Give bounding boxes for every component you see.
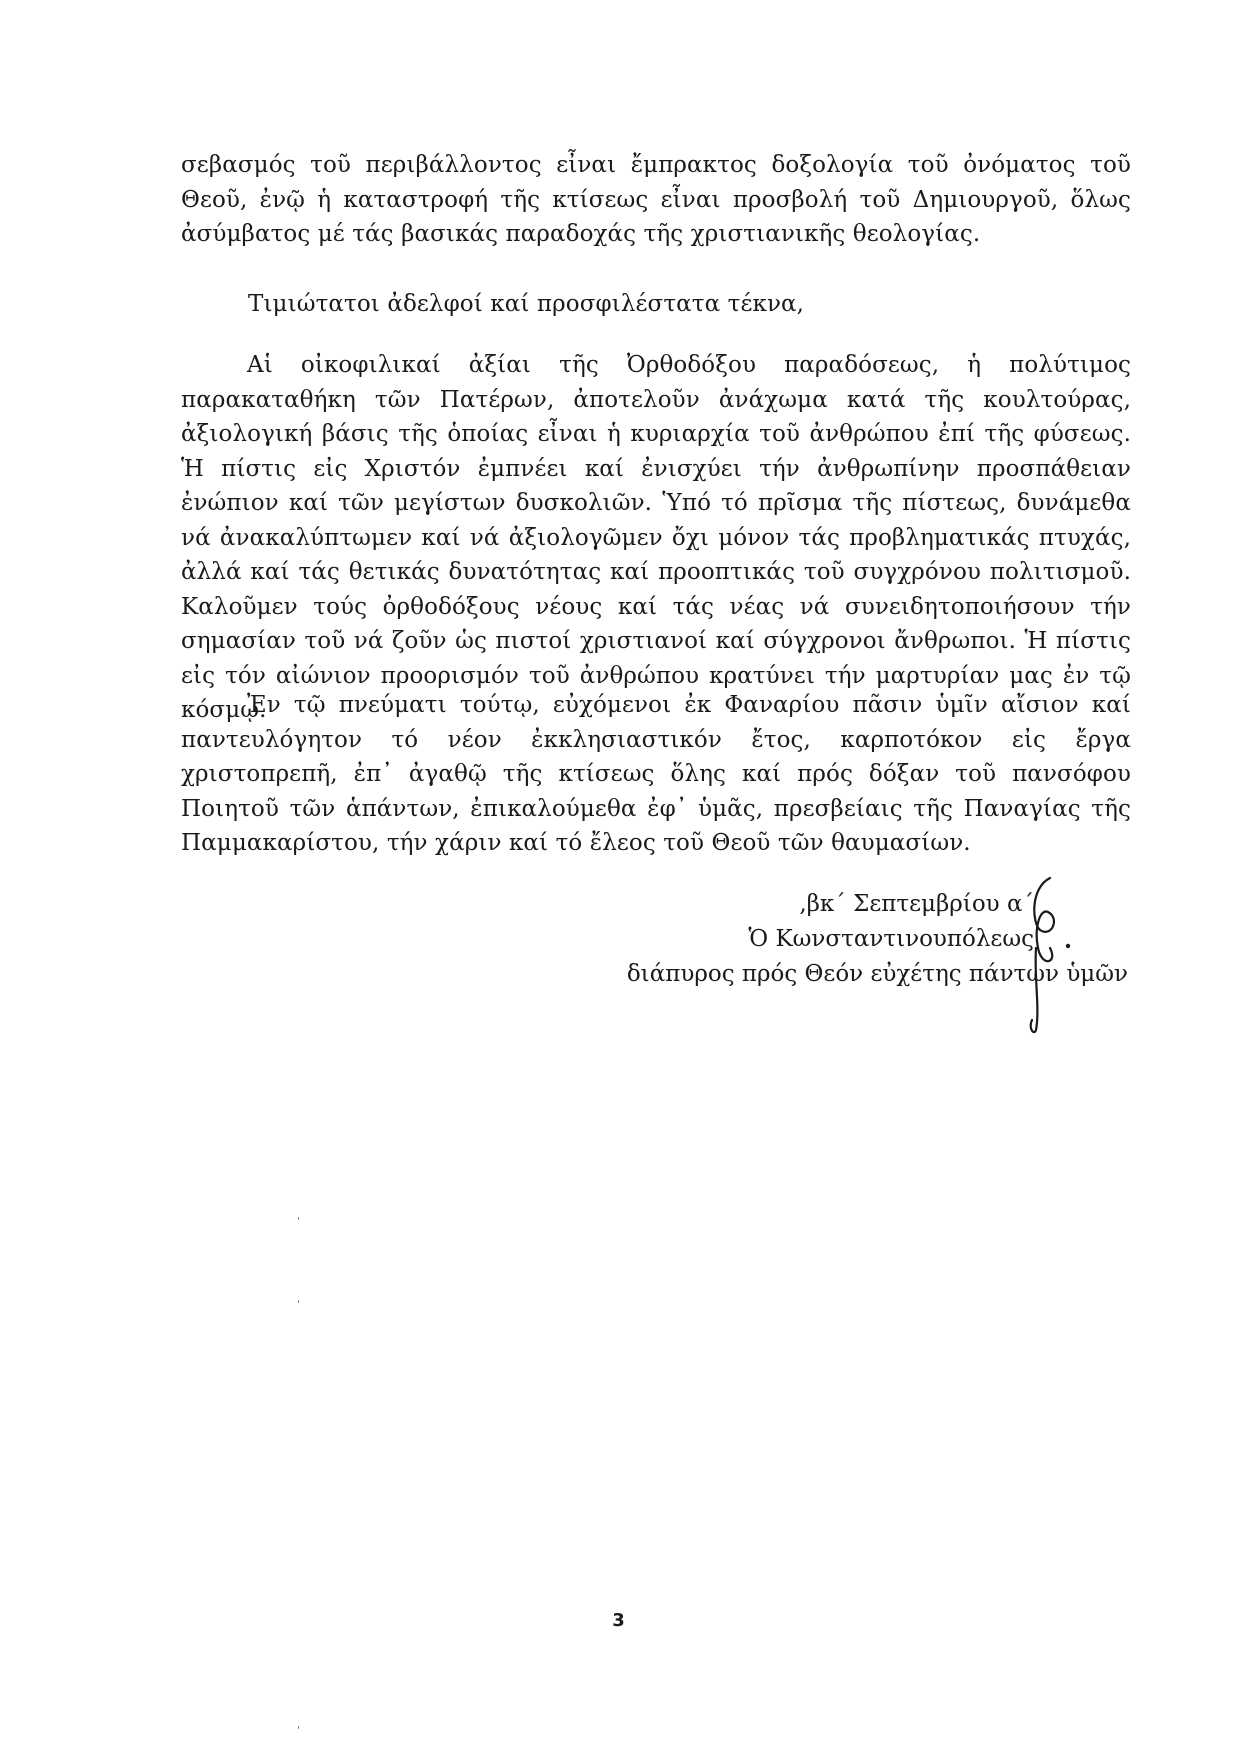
closing-wish: διάπυρος πρός Θεόν εὐχέτης πάντων ὑμῶν [626, 961, 1128, 987]
closing-signatory: Ὁ Κωνσταντινουπόλεως [748, 926, 1034, 952]
scan-artifact [298, 1217, 299, 1220]
closing-date: ,βκ΄ Σεπτεμβρίου α΄ [799, 891, 1034, 917]
salutation: Τιμιώτατοι ἀδελφοί καί προσφιλέστατα τέκνα, [248, 291, 805, 317]
paragraph-continuation: σεβασμός τοῦ περιβάλλοντος εἶναι ἔμπρακτος δοξολογία τοῦ ὀνόματος τοῦ Θεοῦ, ἐνῷ ἡ καταστροφή τῆς κτίσεως εἶναι προσβολή τοῦ Δημιουργοῦ, ὅλως ἀσύμβατος μέ τάς βασικάς παραδοχάς τῆς χριστιανικῆς θεολογίας. [181, 152, 1131, 247]
paragraph-blessing: Ἐν τῷ πνεύματι τούτῳ, εὐχόμενοι ἐκ Φαναρίου πᾶσιν ὑμῖν αἴσιον καί παντευλόγητον τό νέον ἐκκλησιαστικόν ἔτος, καρποτόκον εἰς ἔργα χριστοπρεπῆ, ἐπ᾽ ἀγαθῷ τῆς κτίσεως ὅλης καί πρός δόξαν τοῦ πανσόφου Ποιητοῦ τῶν ἁπάντων, ἐπικαλούμεθα ἐφ᾽ ὑμᾶς, πρεσβείαις τῆς Παναγίας τῆς Παμμακαρίστου, τήν χάριν καί τό ἔλεος τοῦ Θεοῦ τῶν θαυμασίων. [181, 692, 1131, 856]
scan-artifact [298, 1726, 299, 1729]
page-number: 3 [612, 1610, 625, 1631]
scan-artifact [298, 1300, 299, 1303]
paragraph-main: Αἱ οἰκοφιλικαί ἀξίαι τῆς Ὀρθοδόξου παραδόσεως, ἡ πολύτιμος παρακαταθήκη τῶν Πατέρων, ἀποτελοῦν ἀνάχωμα κατά τῆς κουλτούρας, ἀξιολογική βάσις τῆς ὁποίας εἶναι ἡ κυριαρχία τοῦ ἀνθρώπου ἐπί τῆς φύσεως. Ἡ πίστις εἰς Χριστόν ἐμπνέει καί ἐνισχύει τήν ἀνθρωπίνην προσπάθειαν ἐνώπιον καί τῶν μεγίστων δυσκολιῶν. Ὑπό τό πρῖσμα τῆς πίστεως, δυνάμεθα νά ἀνακαλύπτωμεν καί νά ἀξιολογῶμεν ὄχι μόνον τάς προβληματικάς πτυχάς, ἀλλά καί τάς θετικάς δυνατότητας καί προοπτικάς τοῦ συγχρόνου πολιτισμοῦ. Καλοῦμεν τούς ὀρθοδόξους νέους καί τάς νέας νά συνειδητοποιήσουν τήν σημασίαν τοῦ νά ζοῦν ὡς πιστοί χριστιανοί καί σύγχρονοι ἄνθρωποι. Ἡ πίστις εἰς τόν αἰώνιον προορισμόν τοῦ ἀνθρώπου κρατύνει τήν μαρτυρίαν μας ἐν τῷ κόσμῳ. [181, 352, 1131, 723]
handwritten-signature [1010, 868, 1080, 1038]
